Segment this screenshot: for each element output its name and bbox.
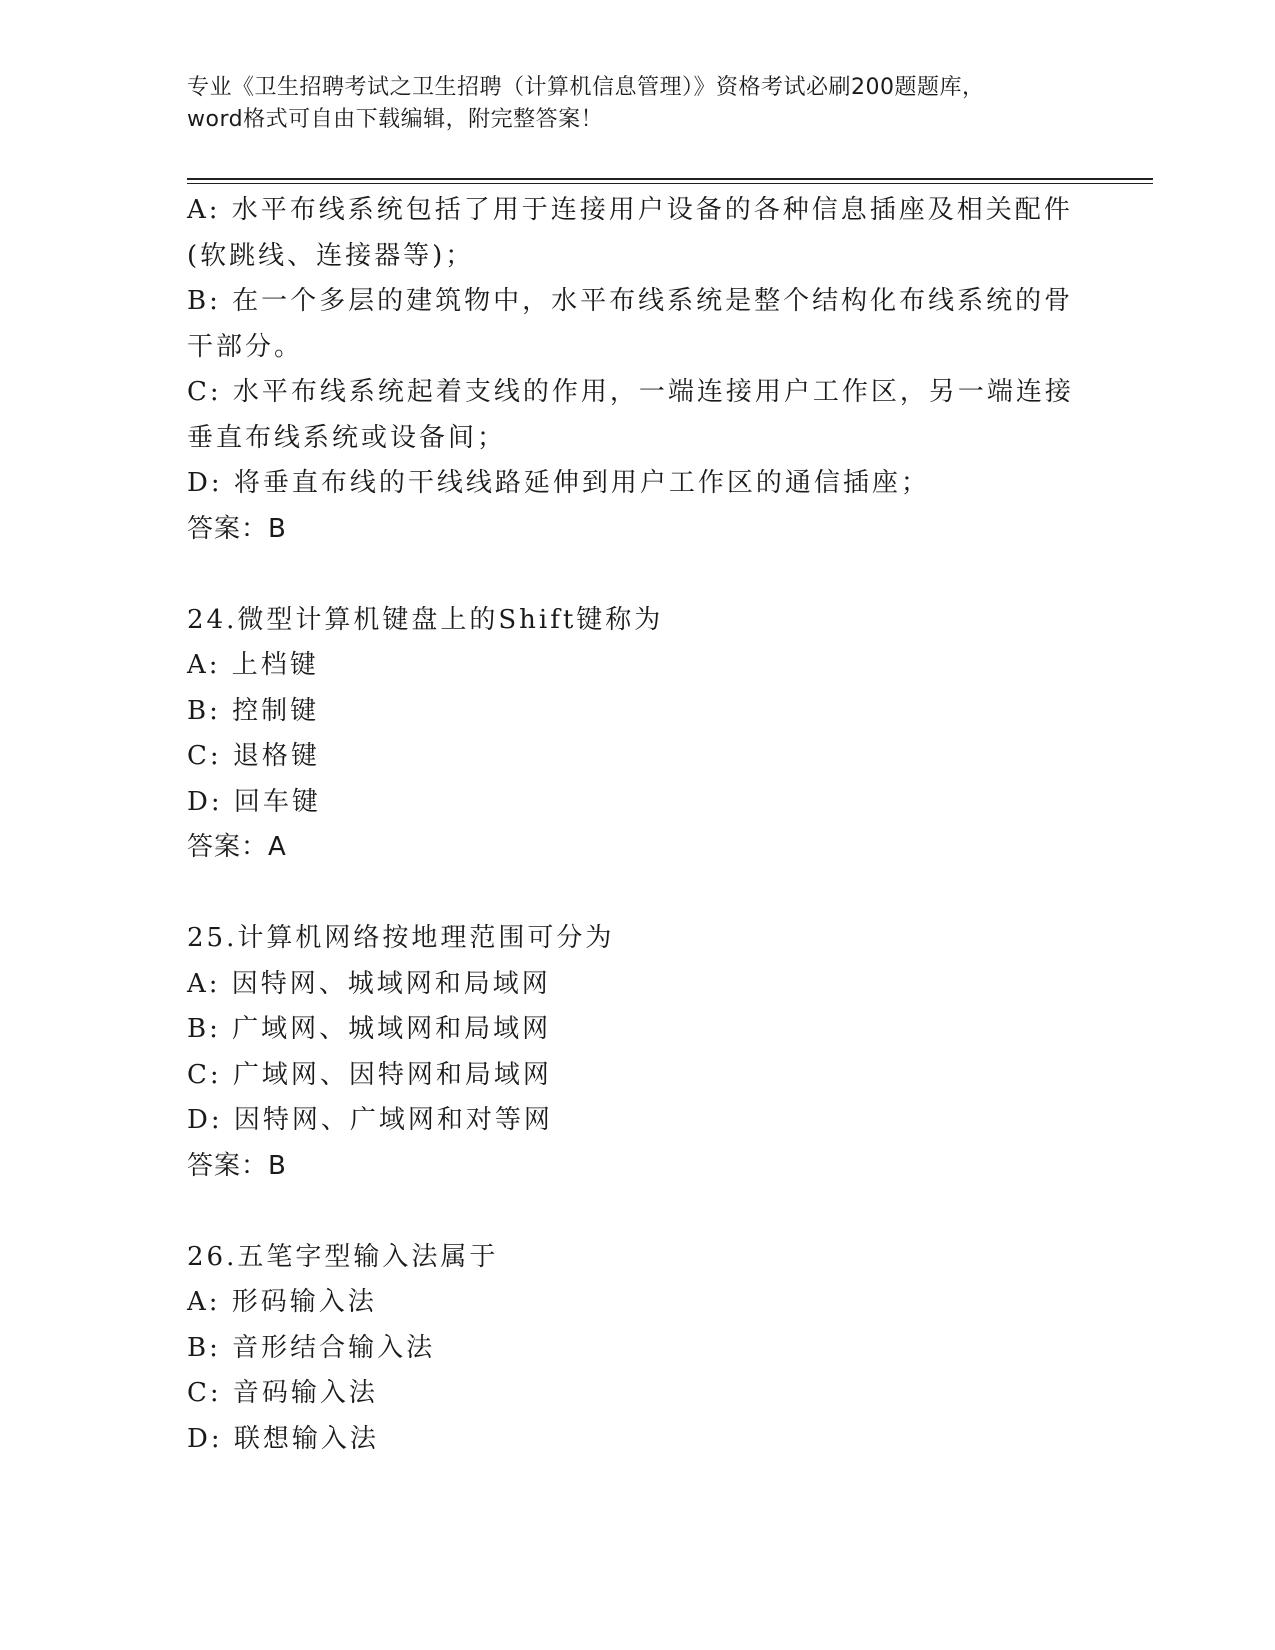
option-d: D: 将垂直布线的干线线路延伸到用户工作区的通信插座； bbox=[187, 468, 930, 498]
option-c-line-1: C: 水平布线系统起着支线的作用，一端连接用户工作区，另一端连接 bbox=[187, 377, 1074, 407]
option-d: D: 联想输入法 bbox=[187, 1423, 379, 1454]
option-c-line-2: 垂直布线系统或设备间； bbox=[187, 422, 507, 453]
question-spacer bbox=[187, 552, 1087, 598]
document-header bbox=[187, 72, 1087, 136]
option-c: C: 音码输入法 bbox=[187, 1378, 378, 1408]
option-b-line-1: B: 在一个多层的建筑物中，水平布线系统是整个结构化布线系统的骨 bbox=[187, 286, 1074, 316]
option-a-line-2: (软跳线、连接器等)； bbox=[187, 240, 475, 271]
question-block-24 bbox=[187, 598, 1087, 871]
question-text: 26.五笔字型输入法属于 bbox=[187, 1241, 499, 1272]
option-a: A: 上档键 bbox=[187, 650, 319, 680]
question-block-23 bbox=[187, 188, 1087, 552]
option-b-line-2: 干部分。 bbox=[187, 331, 304, 362]
answer: 答案：B bbox=[187, 1150, 287, 1181]
question-spacer bbox=[187, 1189, 1087, 1235]
header-divider-thick bbox=[187, 178, 1153, 180]
option-a: A: 形码输入法 bbox=[187, 1287, 377, 1317]
question-block-26 bbox=[187, 1235, 1087, 1463]
option-c: C: 退格键 bbox=[187, 741, 320, 771]
header-title-line-2: word格式可自由下载编辑，附完整答案！ bbox=[187, 107, 604, 132]
question-text: 25.计算机网络按地理范围可分为 bbox=[187, 923, 615, 953]
question-text: 24.微型计算机键盘上的Shift键称为 bbox=[187, 604, 664, 635]
header-title-line-1: 专业《卫生招聘考试之卫生招聘（计算机信息管理）》资格考试必刷200题题库， bbox=[187, 75, 985, 100]
option-d: D: 回车键 bbox=[187, 786, 321, 817]
option-d: D: 因特网、广域网和对等网 bbox=[187, 1105, 553, 1135]
answer: 答案：B bbox=[187, 513, 287, 544]
option-b: B: 音形结合输入法 bbox=[187, 1332, 436, 1363]
answer: 答案：A bbox=[187, 832, 287, 862]
option-a-line-1: A: 水平布线系统包括了用于连接用户设备的各种信息插座及相关配件 bbox=[187, 195, 1073, 225]
option-a: A: 因特网、城域网和局域网 bbox=[187, 968, 551, 999]
option-c: C: 广域网、因特网和局域网 bbox=[187, 1059, 552, 1090]
question-block-25 bbox=[187, 916, 1087, 1189]
header-divider-thin bbox=[187, 183, 1153, 184]
question-list bbox=[187, 188, 1087, 1462]
option-b: B: 控制键 bbox=[187, 695, 320, 726]
question-spacer bbox=[187, 871, 1087, 917]
option-b: B: 广域网、城域网和局域网 bbox=[187, 1014, 552, 1044]
